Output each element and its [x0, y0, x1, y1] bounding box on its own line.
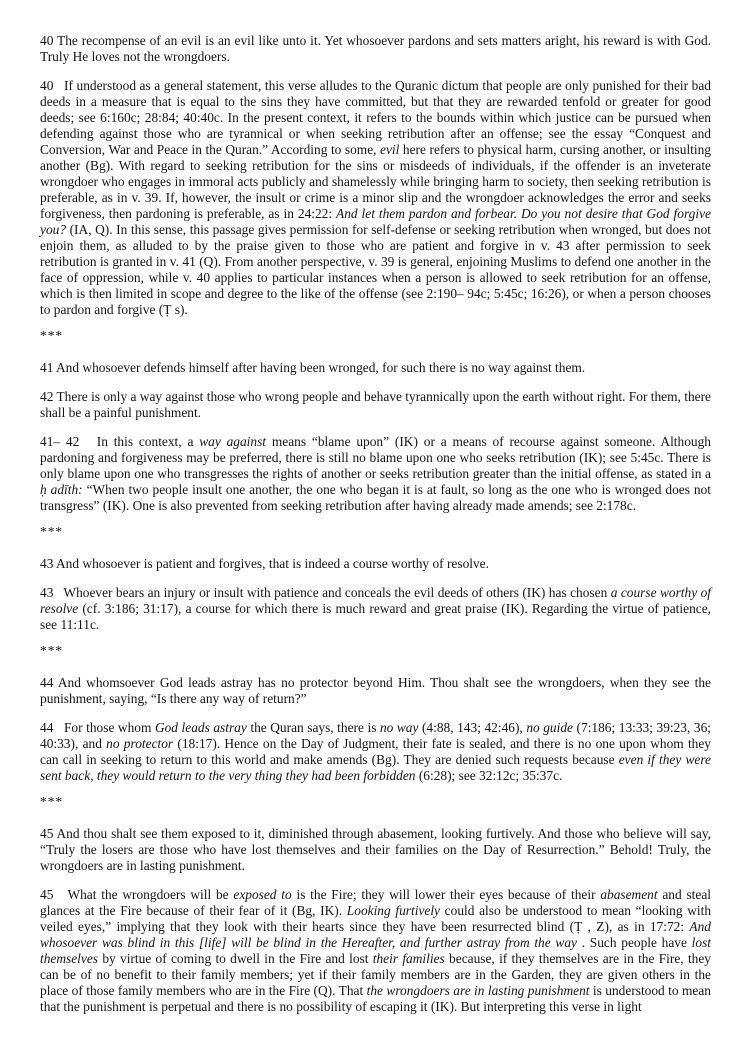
- text-run: (7:186; 13:33; 39:23, 36; 40:33), and: [40, 720, 711, 751]
- italic-quote-run: even if they were sent back, they would return to the very thing they had been forbidden: [40, 752, 711, 783]
- text-run: by virtue of coming to dwell in the Fire and lost: [98, 951, 373, 966]
- italic-quote-run: And let them pardon and forbear. Do you not desire that God forgive you?: [40, 206, 711, 237]
- verse-paragraph: [40, 33, 711, 65]
- verse-paragraph: [40, 556, 711, 572]
- section-separator: ***: [40, 524, 64, 539]
- text-run: means “blame upon” (IK) or a means of recourse against someone. Although pardoning and forgiveness may be preferred, there is still no blame upon one who seeks retribution (IK); see 5:45c. There is only blame upon one who transgresses the rights of another or seeks retribution greater than the initial offense, as stated in a: [40, 434, 711, 481]
- text-run: (IA, Q). In this sense, this passage gives permission for self-defense or seeking retribution when wronged, but does not enjoin them, as alluded to by the praise given to those who are patient and forgive in v. 43 after permission to seek retribution is granted in v. 41 (Q). From another perspective, v. 39 is general, enjoining Muslims to defend one another in the face of oppression, while v. 40 applies to particular instances when a person is allowed to seek retribution for an offense, which is then limited in scope and degree to the like of the offense (see 2:190– 94c; 5:45c; 16:26), or when a person chooses to pardon and forgive (Ṭ s).: [40, 222, 711, 317]
- commentary-paragraph: [40, 434, 711, 514]
- text-run: 43 Whoever bears an injury or insult with patience and conceals the evil deeds of others (IK) has chosen: [40, 585, 611, 600]
- italic-quote-run: a course worthy of resolve: [40, 585, 711, 616]
- text-run: 43 And whosoever is patient and forgives, that is indeed a course worthy of resolve.: [40, 556, 489, 571]
- italic-quote-run: no guide: [526, 720, 573, 735]
- text-run: (6:28); see 32:12c; 35:37c.: [415, 768, 563, 783]
- section-separator: ***: [40, 328, 64, 343]
- text-run: 45 And thou shalt see them exposed to it, diminished through abasement, looking furtively. And those who believe will say, “Truly the losers are those who have lost themselves and their families on the Day of Resurrection.” Behold! Truly, the wrongdoers are in lasting punishment.: [40, 826, 711, 873]
- text-run: . Such people have: [576, 935, 692, 950]
- verse-paragraph: [40, 675, 711, 707]
- text-run: could also be understood to mean “looking with veiled eyes,” implying that they look with their hearts since they have been resurrected blind (Ṭ , Z), as in 17:72:: [40, 903, 712, 934]
- text-run: (cf. 3:186; 31:17), a course for which there is much reward and great praise (IK). Regarding the virtue of patience, see 11:11c.: [40, 601, 711, 632]
- text-run: (4:88, 143; 42:46),: [418, 720, 527, 735]
- italic-quote-run: abasement: [600, 887, 658, 902]
- section-separator: ***: [40, 794, 64, 809]
- commentary-paragraph: [40, 887, 711, 1015]
- text-run: 41– 42 In this context, a: [40, 434, 200, 449]
- commentary-paragraph: [40, 78, 711, 318]
- text-run: 40 The recompense of an evil is an evil like unto it. Yet whosoever pardons and sets matters aright, his reward is with God. Truly He loves not the wrongdoers.: [40, 33, 711, 64]
- italic-quote-run: no protector: [106, 736, 174, 751]
- text-run: here refers to physical harm, cursing another, or insulting another (Bg). With regard to seeking retribution for the sins or misdeeds of individuals, if the offender is an inveterate wrongdoer who engages in immoral acts publicly and shamelessly while bringing harm to society, then seeking retribution is preferable, as in v. 39. If, however, the insult or crime is a minor slip and the wrongdoer acknowledges the error and seeks forgiveness, then pardoning is preferable, as in 24:22:: [40, 142, 711, 221]
- text-run: 45 What the wrongdoers will be: [40, 887, 234, 902]
- text-run: 44 And whomsoever God leads astray has no protector beyond Him. Thou shalt see the wrongdoers, when they see the punishment, saying, “Is there any way of return?”: [40, 675, 711, 706]
- section-separator: ***: [40, 643, 64, 658]
- commentary-paragraph: [40, 720, 711, 784]
- text-run: 42 There is only a way against those who wrong people and behave tyrannically upon the earth without right. For them, there shall be a painful punishment.: [40, 389, 711, 420]
- italic-quote-run: Looking furtively: [346, 903, 440, 918]
- italic-quote-run: exposed to: [233, 887, 292, 902]
- text-run: the Quran says, there is: [246, 720, 380, 735]
- text-run: is the Fire; they will lower their eyes because of their: [291, 887, 601, 902]
- text-run: “When two people insult one another, the one who began it is at fault, so long as the one who is wronged does not transgress” (IK). One is also prevented from seeking retribution after having already made amends; see 2:178c.: [40, 482, 712, 513]
- text-run: 41 And whosoever defends himself after having been wronged, for such there is no way against them.: [40, 360, 586, 375]
- italic-quote-run: And whosoever was blind in this [life] will be blind in the Hereafter, and further astray from the way: [40, 919, 711, 950]
- verse-paragraph: [40, 826, 711, 874]
- text-run: (18:17). Hence on the Day of Judgment, their fate is sealed, and there is no one upon whom they can call in seeking to return to this world and make amends (Bg). They are denied such requests because: [40, 736, 711, 767]
- text-run: and steal glances at the Fire because of their fear of it (Bg, IK).: [40, 887, 712, 918]
- text-run: 40 If understood as a general statement, this verse alludes to the Quranic dictum that people are only punished for their bad deeds in a measure that is equal to the sins they have committed, but that they are rewarded tenfold or greater for good deeds; see 6:160c; 28:84; 40:40c. In the present context, it refers to the bounds within which justice can be pursued when defending against those who are tyrannical or when seeking retribution after an offense; see the essay “Conquest and Conversion, War and Peace in the Quran.” According to some,: [40, 78, 711, 157]
- italic-quote-run: the wrongdoers are in lasting punishment: [366, 983, 590, 998]
- italic-quote-run: lost themselves: [40, 935, 712, 966]
- italic-quote-run: evil: [380, 142, 400, 157]
- commentary-paragraph: [40, 585, 711, 633]
- verse-paragraph: [40, 360, 711, 376]
- italic-quote-run: ḥ adīth:: [40, 482, 83, 497]
- verse-paragraph: [40, 389, 711, 421]
- text-run: 44 For those whom: [40, 720, 155, 735]
- text-run: is understood to mean that the punishment is perpetual and there is no possibility of escaping it (IK). But interpreting this verse in light: [40, 983, 711, 1014]
- italic-quote-run: no way: [379, 720, 419, 735]
- text-run: because, if they themselves are in the Fire, they can be of no benefit to their family members; yet if their family members are in the Garden, they are given others in the place of those family members who are in the Fire (Q). That: [40, 951, 711, 998]
- italic-quote-run: their families: [372, 951, 445, 966]
- italic-quote-run: way against: [199, 434, 267, 449]
- italic-quote-run: God leads astray: [154, 720, 247, 735]
